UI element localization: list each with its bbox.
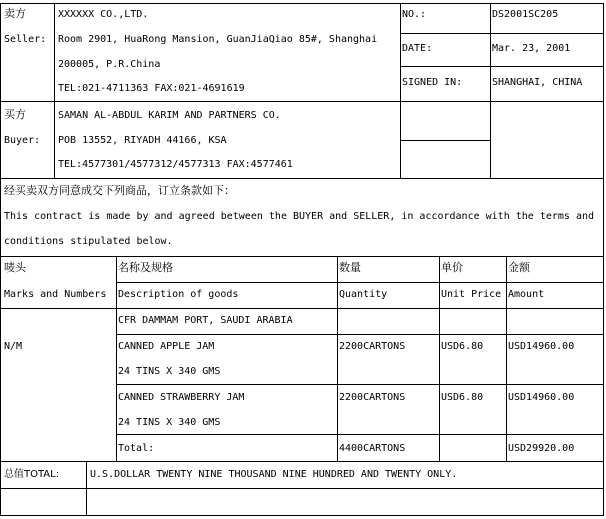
desc-header-en: Description of goods [118,289,239,300]
marks-header-en: Marks and Numbers [4,289,107,300]
intro-en-line1: This contract is made by and agreed between the BUYER and SELLER, in accordance with the terms and [4,211,595,222]
rule-terms-bottom [116,334,604,335]
seller-tel: TEL:021-4711363 FAX:021-4691619 [58,83,245,94]
seller-label-en: Seller: [4,34,47,45]
marks-value: N/M [4,341,23,352]
buyer-tel: TEL:4577301/4577312/4577313 FAX:4577461 [58,159,293,170]
rule-page-bottom [0,515,604,516]
row1-desc-line2: 24 TINS X 340 GMS [118,366,221,377]
rule-intro-top [0,178,604,179]
seller-label-cn: 卖方 [4,7,26,20]
date-value: Mar. 23, 2001 [492,43,571,54]
rule-value-col [490,3,491,178]
rule-totalvalue-col [86,461,87,516]
total-label: Total: [118,443,155,454]
rule-info-col [400,3,401,178]
price-header-en: Unit Price [441,289,502,300]
signed-in-value: SHANGHAI, CHINA [492,77,583,88]
rule-seller-bottom [0,101,604,102]
total-amount: USD29920.00 [508,443,575,454]
buyer-address: POB 13552, RIYADH 44166, KSA [58,135,227,146]
rule-qty-col [337,256,338,461]
rule-amount-col [506,256,507,461]
seller-address-line2: 200005, P.R.China [58,59,161,70]
rule-table-bottom [0,461,604,462]
buyer-label-en: Buyer: [4,135,41,146]
rule-label-col [54,3,55,178]
rule-right [603,3,604,516]
rule-total-bottom [0,488,604,489]
rule-row1-bottom [116,384,604,385]
rule-header-bottom [0,308,604,309]
row1-qty: 2200CARTONS [339,341,406,352]
row1-price: USD6.80 [441,341,484,352]
row2-amount: USD14960.00 [508,392,575,403]
rule-date-bottom [400,66,604,67]
row2-desc-line2: 24 TINS X 340 GMS [118,417,221,428]
intro-en-line2: conditions stipulated below. [4,236,173,247]
contract-no-value: DS2001SC205 [492,9,559,20]
total-value-text: U.S.DOLLAR TWENTY NINE THOUSAND NINE HUNDRED AND TWENTY ONLY. [90,469,458,480]
rule-table-top [0,256,604,257]
trade-terms: CFR DAMMAM PORT, SAUDI ARABIA [118,315,293,326]
date-label: DATE: [402,43,433,54]
rule-row2-bottom [116,434,604,435]
rule-marks-col [116,256,117,461]
rule-left [0,3,1,516]
row2-desc-line1: CANNED STRAWBERRY JAM [118,392,245,403]
qty-header-cn: 数量 [339,261,361,274]
signed-in-label: SIGNED IN: [402,77,463,88]
rule-price-col [439,256,440,461]
total-qty: 4400CARTONS [339,443,406,454]
rule-header-mid [116,282,604,283]
qty-header-en: Quantity [339,289,388,300]
marks-header-cn: 唛头 [4,261,26,274]
buyer-name: SAMAN AL-ABDUL KARIM AND PARTNERS CO. [58,110,281,121]
total-value-label: 总值TOTAL: [4,469,60,480]
seller-name: XXXXXX CO.,LTD. [58,9,149,20]
rule-no-bottom [400,33,604,34]
row2-qty: 2200CARTONS [339,392,406,403]
seller-address-line1: Room 2901, HuaRong Mansion, GuanJiaQiao 85#, Shanghai [58,34,378,45]
buyer-label-cn: 买方 [4,108,26,121]
rule-top [0,3,604,4]
row1-amount: USD14960.00 [508,341,575,352]
amount-header-cn: 金额 [508,261,530,274]
rule-right-mid1 [400,140,490,141]
amount-header-en: Amount [508,289,545,300]
price-header-cn: 单价 [441,261,463,274]
row2-price: USD6.80 [441,392,484,403]
desc-header-cn: 名称及规格 [118,261,173,274]
row1-desc-line1: CANNED APPLE JAM [118,341,215,352]
intro-cn: 经买卖双方同意成交下列商品，订立条款如下： [4,184,235,197]
contract-no-label: NO.: [402,9,427,20]
